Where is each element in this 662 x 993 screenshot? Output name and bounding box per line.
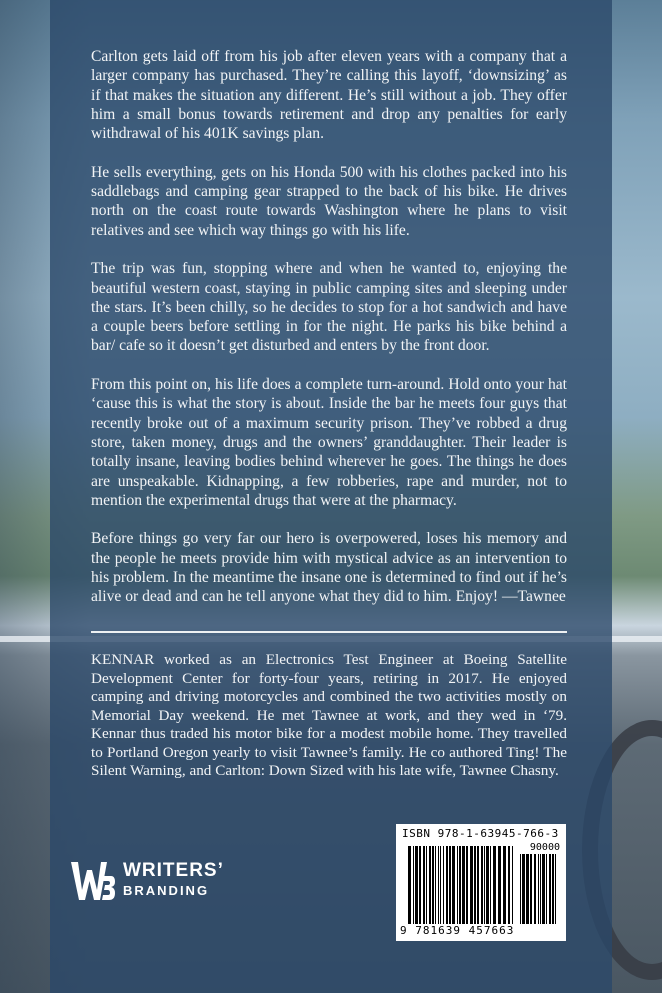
barcode-bar: [503, 846, 506, 924]
synopsis-paragraph: From this point on, his life does a complete turn-around. Hold onto your hat ‘cause this is what the story is about. Inside the bar he meets four guys that recently broke out of a maximum security prison. They’ve robbed a drug store, taken money, drugs and the owners’ granddaughter. Their leader is totally insane, leaving bodies behind wherever he goes. The things he does are unspeakable. Kidnapping, a few robberies, rape and murder, not to mention the experimental drugs that were at the pharmacy.: [91, 376, 567, 509]
barcode-bar: [555, 854, 556, 924]
barcode-bar: [512, 846, 513, 924]
barcode-bar: [419, 846, 421, 924]
barcode-bar: [440, 846, 441, 924]
barcode-bar: [486, 846, 489, 924]
barcode-bar: [462, 846, 465, 924]
synopsis: [91, 47, 567, 626]
publisher-name: [123, 861, 224, 901]
barcode-bar: [520, 854, 521, 924]
barcode-bar: [508, 846, 510, 924]
author-bio-text: KENNAR worked as an Electronics Test Engineer at Boeing Satellite Development Center for forty-four years, retiring in 2017. He enjoyed camping and driving motorcycles and combined the two activities mostly on Memorial Day weekend. He met Tawnee at work, and they wed in ‘79. Kennar thus traded his motor bike for a modest mobile home. They travelled to Portland Oregon yearly to visit Tawnee’s family. He co authored Ting! The Silent Warning, and Carlton: Down Sized with his late wife, Tawnee Chasny.: [91, 651, 567, 779]
barcode-bar: [530, 854, 532, 924]
barcode-bar: [408, 846, 411, 924]
publisher-name-line1: WRITERS’: [123, 860, 224, 881]
barcode-bar: [542, 854, 545, 924]
barcode-bar: [552, 854, 554, 924]
barcode-bar: [457, 846, 458, 924]
synopsis-paragraph: Carlton gets laid off from his job after eleven years with a company that a larger company has purchased. They’re calling this layoff, ‘downsizing’ as if that makes the situation any different. He’s still without a job. They offer him a small bonus towards retirement and drop any penalties for early withdrawal of his 401K savings plan.: [91, 48, 567, 143]
barcode-bar: [526, 854, 529, 924]
synopsis-paragraph: He sells everything, gets on his Honda 500 with his clothes packed into his saddlebags and camping gear strapped to the back of his bike. He drives north on the coast route towards Washington where he plans to visit relatives and see which way things go with his life.: [91, 163, 567, 239]
synopsis-paragraph: Before things go very far our hero is overpowered, loses his memory and the people he meets provide him with mystical advice as an intervention to his problem. In the meantime the insane one is determined to find out if he’s alive or dead and can he tell anyone what they did to him. Enjoy! —Tawnee: [91, 530, 567, 606]
barcode-bar: [522, 854, 525, 924]
synopsis-paragraph: The trip was fun, stopping where and when he wanted to, enjoying the beautiful western coast, staying in public camping sites and sleeping under the stars. It’s been chilly, so he decides to stop for a hot sandwich and have a couple beers before settling in for the night. He parks his bike behind a bar/ cafe so it doesn’t get disturbed and enters by the front door.: [91, 260, 567, 355]
barcode-bar: [432, 846, 434, 924]
barcode-bar: [538, 854, 539, 924]
barcode-bar: [481, 846, 483, 924]
barcode-bar: [446, 846, 448, 924]
barcode-digits: 9 781639 457663: [400, 924, 515, 937]
barcode-bar: [438, 846, 439, 924]
barcode-bar: [498, 846, 501, 924]
barcode-bar: [466, 846, 468, 924]
barcode-bar: [429, 846, 431, 924]
isbn-label: ISBN 978-1-63945-766-3: [402, 827, 559, 840]
barcode-bar: [423, 846, 425, 924]
barcode-bar: [474, 846, 476, 924]
barcode-bar: [546, 854, 547, 924]
divider: [91, 631, 567, 633]
wb-monogram-icon: [69, 856, 115, 906]
barcode-bar: [470, 846, 473, 924]
price-code: 90000: [529, 842, 560, 853]
barcode-bar: [549, 854, 551, 924]
barcode-addon: [520, 854, 560, 924]
barcode-main: [408, 846, 516, 924]
barcode-bar: [413, 846, 414, 924]
barcode-bar: [540, 854, 541, 924]
barcode-bar: [493, 846, 496, 924]
barcode-bar: [449, 846, 451, 924]
barcode-bar: [415, 846, 418, 924]
barcode-bar: [435, 846, 436, 924]
barcode-bar: [452, 846, 455, 924]
publisher-logo: [69, 856, 224, 906]
isbn-barcode-box: [396, 824, 566, 941]
barcode-bar: [443, 846, 444, 924]
barcode-bar: [490, 846, 491, 924]
author-bio: [91, 651, 567, 800]
barcode-bar: [534, 854, 536, 924]
barcode-bar: [484, 846, 485, 924]
barcode-bar: [426, 846, 427, 924]
barcode-bar: [477, 846, 479, 924]
barcode-bar: [459, 846, 461, 924]
publisher-name-line2: BRANDING: [123, 883, 210, 898]
